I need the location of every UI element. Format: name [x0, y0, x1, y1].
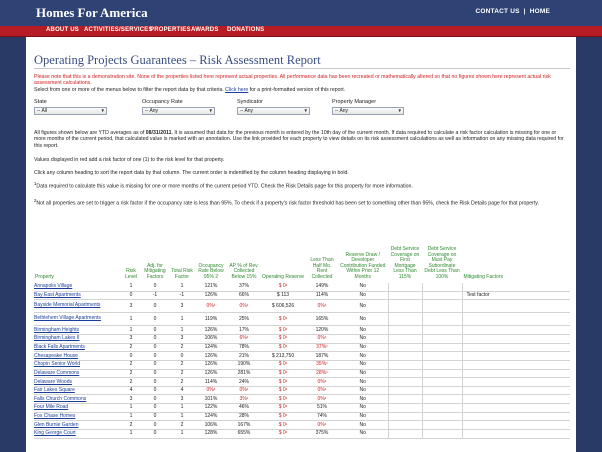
cell-a: 0	[140, 369, 170, 378]
cell-o: 126%	[194, 369, 228, 378]
property-cell	[34, 386, 122, 395]
property-link[interactable]: Bayside Memorial Apartments	[34, 302, 101, 309]
property-cell	[34, 412, 122, 421]
cell-t: 1	[170, 430, 194, 439]
cell-m	[462, 343, 570, 352]
cell-h: 0%¹	[306, 334, 338, 343]
cell-t: 3	[170, 395, 194, 404]
cell-rd: No	[338, 395, 388, 404]
cell-h: 187%	[306, 352, 338, 361]
cell-o: 124%	[194, 343, 228, 352]
cell-rd: No	[338, 360, 388, 369]
cell-op: $ 0¹	[260, 343, 306, 352]
cell-ap: 167%	[228, 421, 260, 430]
cell-r: 1	[122, 326, 140, 335]
cell-d2	[422, 412, 462, 421]
cell-ap: 281%	[228, 369, 260, 378]
cell-t: 2	[170, 421, 194, 430]
manager-select[interactable]	[332, 107, 404, 115]
cell-rd: No	[338, 283, 388, 292]
chevron-down-icon: ▼	[303, 108, 308, 113]
property-cell	[34, 283, 122, 292]
main-navigation	[0, 26, 602, 37]
table-row	[34, 369, 570, 378]
cell-t: 3	[170, 300, 194, 313]
cell-ap: 21%	[228, 352, 260, 361]
cell-d1	[388, 334, 422, 343]
table-row	[34, 421, 570, 430]
cell-m	[462, 300, 570, 313]
col-header-property[interactable]: Property	[35, 273, 54, 280]
cell-m	[462, 404, 570, 413]
table-row	[34, 300, 570, 313]
cell-d2	[422, 343, 462, 352]
cell-h: 149%	[306, 283, 338, 292]
cell-h: 375%	[306, 430, 338, 439]
cell-op: $ 0¹	[260, 334, 306, 343]
table-row	[34, 404, 570, 413]
cell-op: $ 0¹	[260, 395, 306, 404]
table-row	[34, 386, 570, 395]
cell-d1	[388, 313, 422, 326]
cell-r: 0	[122, 291, 140, 300]
cell-t: 2	[170, 343, 194, 352]
cell-d2	[422, 404, 462, 413]
cell-d1	[388, 326, 422, 335]
cell-m	[462, 313, 570, 326]
cell-h: 0%¹	[306, 395, 338, 404]
cell-r: 1	[122, 412, 140, 421]
cell-h: 0%¹	[306, 386, 338, 395]
cell-m	[462, 421, 570, 430]
cell-d1	[388, 291, 422, 300]
property-cell	[34, 334, 122, 343]
cell-t: 2	[170, 369, 194, 378]
cell-m	[462, 412, 570, 421]
cell-d1	[388, 395, 422, 404]
cell-r: 1	[122, 313, 140, 326]
cell-t: 0	[170, 352, 194, 361]
cell-rd: No	[338, 300, 388, 313]
cell-d1	[388, 360, 422, 369]
cell-h: 114%	[306, 291, 338, 300]
cell-op: $ 0¹	[260, 360, 306, 369]
cell-d2	[422, 352, 462, 361]
cell-m	[462, 326, 570, 335]
cell-r: 4	[122, 386, 140, 395]
cell-a: 0	[140, 404, 170, 413]
cell-op: $ 0¹	[260, 326, 306, 335]
cell-rd: No	[338, 352, 388, 361]
cell-d1	[388, 343, 422, 352]
cell-d2	[422, 326, 462, 335]
property-link[interactable]: Delaware Woods	[34, 378, 72, 385]
property-cell	[34, 352, 122, 361]
cell-o: 126%	[194, 291, 228, 300]
nav-donations[interactable]: DONATIONS	[227, 27, 265, 33]
cell-a: 0	[140, 395, 170, 404]
cell-ap: 78%	[228, 343, 260, 352]
col-header-ap-collected[interactable]: AP % of Rev. Collected Below 15%	[229, 262, 259, 280]
cell-op: $ 213,750	[260, 352, 306, 361]
cell-rd: No	[338, 334, 388, 343]
filter-instructions	[34, 87, 568, 93]
cell-m	[462, 334, 570, 343]
risk-report-table	[34, 247, 570, 439]
cell-t: 1	[170, 283, 194, 292]
cell-t: 4	[170, 386, 194, 395]
col-header-adj-mitigating[interactable]: Adj. for Mitigating Factors	[144, 262, 166, 280]
cell-h: 0%¹	[306, 378, 338, 387]
cell-a: -1	[140, 291, 170, 300]
state-select-value: -- All	[37, 108, 47, 114]
cell-h: 37%¹	[306, 343, 338, 352]
red-values-note: Values displayed in red add a risk factor of one (1) to the risk level for that property.	[34, 157, 225, 163]
cell-d1	[388, 352, 422, 361]
table-row	[34, 326, 570, 335]
property-link[interactable]: King George Court	[34, 430, 76, 437]
syndicator-select-value: -- Any	[240, 108, 254, 114]
col-header-half-month-rent[interactable]: Less Than Half Mo. Rent Collected	[310, 257, 334, 280]
cell-d2	[422, 369, 462, 378]
col-header-reserve-draw[interactable]: Reserve Draw / Developer Contribution Funded Within Prior 12 Months	[340, 251, 386, 280]
property-link[interactable]: Annapolis Village	[34, 283, 73, 290]
cell-a: 0	[140, 360, 170, 369]
cell-d1	[388, 404, 422, 413]
title-divider	[34, 68, 570, 69]
cell-d1	[388, 369, 422, 378]
cell-d1	[388, 378, 422, 387]
cell-d2	[422, 430, 462, 439]
table-row	[34, 313, 570, 326]
cell-ap: 46%	[228, 404, 260, 413]
ytd-text-end: . It is assumed that data for the previous month is entered by the 10th day of the current month. If data required to calculate a risk factor calculation is missing for one or more months of the current period, that calculated value is marked with an annotation. Use the link provided for each property to view details on its risk assessment calculations as well as information on any missing data required for this report.	[34, 130, 564, 149]
cell-d1	[388, 386, 422, 395]
col-header-total-risk[interactable]: Total Risk Factor	[171, 268, 193, 280]
property-cell	[34, 360, 122, 369]
home-link[interactable]: HOME	[529, 8, 550, 15]
table-row	[34, 378, 570, 387]
cell-o: 126%	[194, 352, 228, 361]
cell-op: $ 0¹	[260, 378, 306, 387]
cell-h: 0%¹	[306, 421, 338, 430]
cell-o: 119%	[194, 313, 228, 326]
cell-rd: No	[338, 291, 388, 300]
cell-ap: 37%	[228, 283, 260, 292]
col-header-mitigating-factors[interactable]: Mitigating Factors	[462, 247, 570, 283]
syndicator-filter-label: Syndicator	[237, 99, 263, 105]
cell-t: 1	[170, 412, 194, 421]
cell-t: 1	[170, 313, 194, 326]
cell-t: 1	[170, 326, 194, 335]
col-header-occupancy[interactable]: Occupancy Rate Below 95% 2	[198, 262, 224, 280]
property-link[interactable]: Chopin Senior World	[34, 361, 81, 368]
cell-o: 124%	[194, 412, 228, 421]
sort-hint: Click any column heading to sort the report data by that column. The current order is indentified by the column heading displaying in bold.	[34, 170, 349, 176]
filter-intro-text: Select from one or more of the menus below to filter the report data by that criteria.	[34, 87, 226, 93]
cell-o: 0%¹	[194, 386, 228, 395]
cell-r: 3	[122, 300, 140, 313]
cell-rd: No	[338, 404, 388, 413]
nav-activities-services[interactable]: ACTIVITIES/SERVICES	[84, 27, 153, 33]
cell-a: 0	[140, 430, 170, 439]
cell-d1	[388, 412, 422, 421]
syndicator-select[interactable]	[237, 107, 310, 115]
cell-o: 122%	[194, 404, 228, 413]
cell-ap: 17%	[228, 326, 260, 335]
chevron-down-icon: ▼	[208, 108, 213, 113]
cell-r: 1	[122, 404, 140, 413]
cell-rd: No	[338, 369, 388, 378]
cell-o: 126%	[194, 326, 228, 335]
demo-notice: Please note that this is a demonstration site. None of the properties listed here represent actual properties. All performance data has been recreated or mathematically altered so that no figures shown here represent actual risk assessment calculations.	[34, 74, 551, 87]
property-link[interactable]: Birmingham Lakes II	[34, 335, 80, 342]
cell-op: $ 0¹	[260, 430, 306, 439]
col-header-dsc-subordinate[interactable]: Debt Service Coverage on Must Pay Subordinate Debt Less Than 100%	[422, 247, 462, 283]
cell-r: 3	[122, 334, 140, 343]
cell-m	[462, 430, 570, 439]
cell-h: 165%	[306, 313, 338, 326]
cell-m	[462, 360, 570, 369]
cell-d1	[388, 430, 422, 439]
property-link[interactable]: Falls Church Commons	[34, 395, 87, 402]
cell-d1	[388, 300, 422, 313]
property-link[interactable]: Black Falls Apartments	[34, 343, 85, 350]
cell-a: 0	[140, 334, 170, 343]
cell-d2	[422, 421, 462, 430]
cell-rd: No	[338, 343, 388, 352]
cell-a: 0	[140, 352, 170, 361]
table-row	[34, 283, 570, 292]
cell-r: 2	[122, 360, 140, 369]
cell-h: 28%¹	[306, 369, 338, 378]
cell-m	[462, 369, 570, 378]
property-link[interactable]: Bethlehem Village Apartments	[34, 315, 101, 322]
ytd-explanation	[34, 130, 568, 149]
cell-rd: No	[338, 412, 388, 421]
cell-ap: 0%¹	[228, 300, 260, 313]
cell-h: 35%¹	[306, 360, 338, 369]
cell-a: 0	[140, 386, 170, 395]
table-row	[34, 343, 570, 352]
cell-a: 0	[140, 412, 170, 421]
table-row	[34, 291, 570, 300]
cell-d2	[422, 395, 462, 404]
cell-r: 3	[122, 395, 140, 404]
cell-op: $ 0¹	[260, 412, 306, 421]
filter-outro-text: for a print-formatted version of this report.	[248, 87, 346, 93]
cell-op: $ 0¹	[260, 283, 306, 292]
cell-rd: No	[338, 386, 388, 395]
cell-d2	[422, 300, 462, 313]
table-row	[34, 395, 570, 404]
cell-t: 2	[170, 378, 194, 387]
cell-t: 1	[170, 404, 194, 413]
cell-t: -1	[170, 291, 194, 300]
cell-rd: No	[338, 421, 388, 430]
cell-r: 1	[122, 430, 140, 439]
property-link[interactable]: Bay East Apartments	[34, 292, 81, 299]
property-link[interactable]: Birmingham Heights	[34, 326, 80, 333]
cell-d2	[422, 386, 462, 395]
property-cell	[34, 326, 122, 335]
cell-h: 51%	[306, 404, 338, 413]
cell-d1	[388, 283, 422, 292]
cell-r: 2	[122, 378, 140, 387]
cell-ap: 6%¹	[228, 334, 260, 343]
col-header-operating-reserve[interactable]: Operating Reserve	[262, 273, 304, 280]
footnote-1-mark: 1	[34, 181, 37, 186]
cell-op: $ 0¹	[260, 369, 306, 378]
cell-a: 0	[140, 300, 170, 313]
cell-a: 0	[140, 326, 170, 335]
property-cell	[34, 378, 122, 387]
cell-op: $ 606,526	[260, 300, 306, 313]
cell-a: 0	[140, 421, 170, 430]
cell-ap: 0%¹	[228, 386, 260, 395]
property-link[interactable]: Glen Burnie Garden	[34, 421, 79, 428]
link-separator: |	[523, 8, 526, 15]
cell-h: 120%	[306, 326, 338, 335]
cell-m	[462, 378, 570, 387]
cell-d2	[422, 291, 462, 300]
col-header-dsc-first[interactable]: Debt Service Coverage on First Mortgage Less Than 115%	[388, 247, 422, 283]
cell-t: 3	[170, 334, 194, 343]
utility-links	[476, 8, 550, 15]
cell-m	[462, 395, 570, 404]
property-cell	[34, 313, 122, 326]
nav-properties[interactable]: PROPERTIES	[150, 27, 191, 33]
table-header-row	[34, 247, 570, 283]
cell-o: 126%	[194, 360, 228, 369]
col-header-risk-level[interactable]: Risk Level	[125, 268, 137, 280]
property-link[interactable]: Fair Lakes Square	[34, 387, 75, 394]
cell-a: 0	[140, 343, 170, 352]
top-header-bar	[0, 0, 602, 26]
cell-o: 106%	[194, 421, 228, 430]
cell-m	[462, 283, 570, 292]
cell-o: 128%	[194, 430, 228, 439]
cell-t: 2	[170, 360, 194, 369]
cell-d2	[422, 313, 462, 326]
cell-d2	[422, 283, 462, 292]
cell-a: 0	[140, 378, 170, 387]
table-row	[34, 412, 570, 421]
footnote-1: $^1$Data required to calculate this value is missing for one or more months of the current period YTD. Check the Risk Details page for this property for more information.	[34, 181, 413, 190]
cell-op: $ 0¹	[260, 386, 306, 395]
cell-d2	[422, 360, 462, 369]
cell-r: 2	[122, 421, 140, 430]
cell-d1	[388, 421, 422, 430]
cell-o: 114%	[194, 378, 228, 387]
cell-op: $ 0¹	[260, 421, 306, 430]
cell-ap: 25%	[228, 313, 260, 326]
print-version-link[interactable]: Click here	[225, 87, 249, 93]
cell-r: 0	[122, 352, 140, 361]
footnote-2: $^2$Not all properties are set to trigger a risk factor if the occupancy rate is less than 95%. To check if a property's risk factor threshold has been set to something other than 95%, check the Risk Details page for that property.	[34, 198, 539, 207]
cell-d2	[422, 378, 462, 387]
property-cell	[34, 404, 122, 413]
cell-m	[462, 352, 570, 361]
nav-awards[interactable]: AWARDS	[191, 27, 219, 33]
property-cell	[34, 421, 122, 430]
cell-m	[462, 386, 570, 395]
cell-r: 2	[122, 369, 140, 378]
cell-r: 1	[122, 283, 140, 292]
table-row	[34, 334, 570, 343]
table-row	[34, 360, 570, 369]
cell-ap: 3%¹	[228, 395, 260, 404]
cell-op: $ 113	[260, 291, 306, 300]
cell-a: 0	[140, 283, 170, 292]
property-link[interactable]: Fox Chase Homes	[34, 413, 76, 420]
occupancy-filter-label: Occupancy Rate	[142, 99, 183, 105]
cell-rd: No	[338, 326, 388, 335]
property-link[interactable]: Four Mile Road	[34, 404, 69, 411]
ytd-date: 08/31/2011	[145, 130, 172, 136]
cell-h: 0%¹	[306, 300, 338, 313]
property-cell	[34, 343, 122, 352]
table-row	[34, 352, 570, 361]
manager-select-value: -- Any	[335, 108, 349, 114]
cell-op: $ 0¹	[260, 404, 306, 413]
cell-ap: 66%	[228, 291, 260, 300]
occupancy-select[interactable]	[142, 107, 215, 115]
page-title: Operating Projects Guarantees – Risk Assessment Report	[34, 53, 321, 67]
cell-ap: 190%	[228, 360, 260, 369]
property-cell	[34, 291, 122, 300]
cell-o: 101%	[194, 395, 228, 404]
property-cell	[34, 369, 122, 378]
cell-d2	[422, 334, 462, 343]
ytd-text-start: All figures shown below are YTD averages as of	[34, 130, 146, 136]
state-select[interactable]	[34, 107, 107, 115]
manager-filter-label: Property Manager	[332, 99, 377, 105]
property-link[interactable]: Delaware Commons	[34, 369, 80, 376]
property-link[interactable]: Chesapeake House	[34, 352, 78, 359]
cell-rd: No	[338, 313, 388, 326]
cell-r: 2	[122, 343, 140, 352]
cell-o: 121%	[194, 283, 228, 292]
cell-rd: No	[338, 430, 388, 439]
chevron-down-icon: ▼	[397, 108, 402, 113]
cell-rd: No	[338, 378, 388, 387]
cell-op: $ 0¹	[260, 313, 306, 326]
footnote-2-mark: 2	[34, 198, 37, 203]
main-content	[26, 37, 576, 452]
property-cell	[34, 300, 122, 313]
state-filter-label: State	[34, 99, 47, 105]
chevron-down-icon: ▼	[100, 108, 105, 113]
site-logo[interactable]: Homes For America	[36, 5, 148, 20]
property-cell	[34, 430, 122, 439]
contact-us-link[interactable]: CONTACT US	[475, 8, 520, 15]
cell-o: 0%¹	[194, 300, 228, 313]
nav-about-us[interactable]: ABOUT US	[46, 27, 79, 33]
cell-ap: 24%	[228, 378, 260, 387]
cell-h: 74%	[306, 412, 338, 421]
cell-m: Test factor	[462, 291, 570, 300]
cell-ap: 28%	[228, 412, 260, 421]
occupancy-select-value: -- Any	[145, 108, 159, 114]
property-cell	[34, 395, 122, 404]
table-row	[34, 430, 570, 439]
cell-a: 0	[140, 313, 170, 326]
cell-o: 106%	[194, 334, 228, 343]
cell-ap: 655%	[228, 430, 260, 439]
